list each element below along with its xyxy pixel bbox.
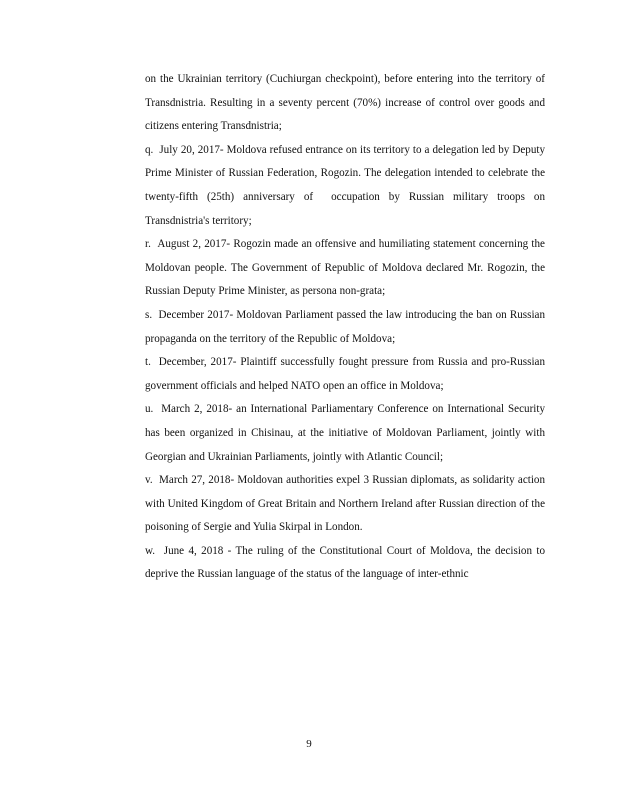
list-item-w: w. June 4, 2018 - The ruling of the Constitutional Court of Moldova, the decision to deprive the Russian language of the status of the language of inter-ethnic xyxy=(145,544,545,581)
document-body xyxy=(145,68,545,587)
list-item-t: t. December, 2017- Plaintiff successfully fought pressure from Russia and pro-Russian government officials and helped NATO open an office in Moldova; xyxy=(145,356,545,392)
list-item-v: v. March 27, 2018- Moldovan authorities expel 3 Russian diplomats, as solidarity action with United Kingdom of Great Britain and Northern Ireland after Russian direction of the poisoning of Sergie and Yulia Skirpal in London. xyxy=(145,474,545,534)
list-item-s: s. December 2017- Moldovan Parliament passed the law introducing the ban on Russian propaganda on the territory of the Republic of Moldova; xyxy=(145,308,545,345)
list-item-u: u. March 2, 2018- an International Parliamentary Conference on International Security has been organized in Chisinau, at the initiative of Moldovan Parliament, jointly with Georgian and Ukrainian Parliaments, jointly with Atlantic Council; xyxy=(145,403,545,463)
paragraph-continuation: on the Ukrainian territory (Cuchiurgan checkpoint), before entering into the territory of Transdnistria. Resulting in a seventy percent (70%) increase of control over goods and citizens entering Transdnistria; xyxy=(145,73,545,133)
list-item-r: r. August 2, 2017- Rogozin made an offensive and humiliating statement concerning the Moldovan people. The Government of Republic of Moldova declared Mr. Rogozin, the Russian Deputy Prime Minister, as persona non-grata; xyxy=(145,238,545,298)
page-number: 9 xyxy=(306,738,312,750)
list-item-q: q. July 20, 2017- Moldova refused entrance on its territory to a delegation led by Deputy Prime Minister of Russian Federation, Rogozin. The delegation intended to celebrate the twenty-fifth (25th) anniversary of occupation by Russian military troops on Transdnistria's territory; xyxy=(145,143,545,227)
